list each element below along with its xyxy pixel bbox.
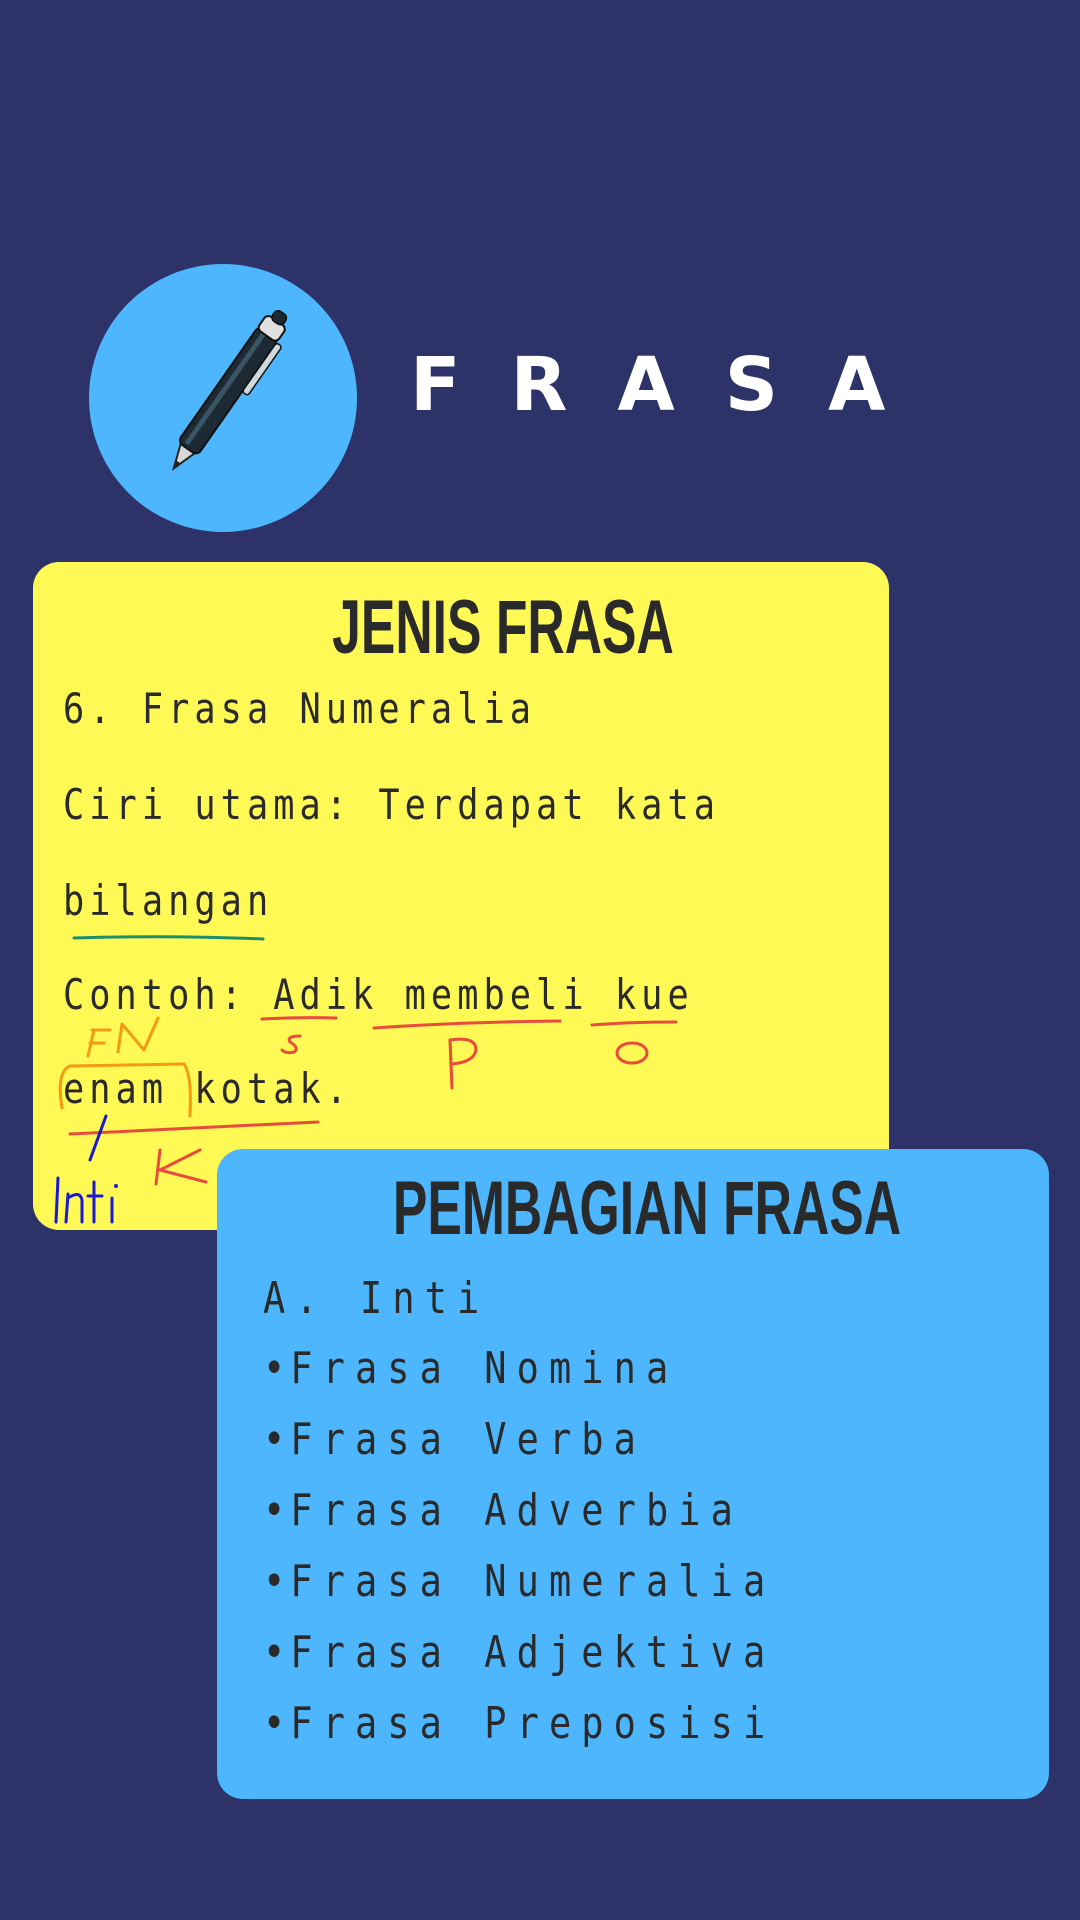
pembagian-frasa-card — [217, 1149, 1049, 1799]
list-item-label: Frasa Numeralia — [290, 1556, 776, 1607]
jenis-line-5: enam kotak. — [63, 1064, 353, 1113]
list-item-label: Frasa Verba — [290, 1414, 646, 1465]
list-item — [263, 1414, 646, 1465]
list-item — [263, 1343, 679, 1394]
pembagian-section-label: A. Inti — [263, 1273, 490, 1324]
list-item-label: Frasa Preposisi — [290, 1698, 776, 1749]
bullet-icon: • — [263, 1343, 286, 1394]
jenis-frasa-heading: JENIS FRASA — [332, 585, 674, 670]
page-title: FRASA — [410, 342, 936, 428]
bullet-icon: • — [263, 1414, 286, 1465]
bullet-icon: • — [263, 1485, 286, 1536]
list-item — [263, 1627, 776, 1678]
jenis-line-2: Ciri utama: Terdapat kata — [63, 780, 721, 829]
list-item-label: Frasa Adjektiva — [290, 1627, 776, 1678]
pen-icon-circle — [89, 264, 357, 532]
bullet-icon: • — [263, 1627, 286, 1678]
bullet-icon: • — [263, 1556, 286, 1607]
bullet-icon: • — [263, 1698, 286, 1749]
list-item — [263, 1698, 776, 1749]
pen-icon — [89, 264, 357, 532]
jenis-line-4: Contoh: Adik membeli kue — [63, 970, 694, 1019]
list-item — [263, 1485, 743, 1536]
jenis-line-3: bilangan — [63, 876, 274, 925]
jenis-line-1: 6. Frasa Numeralia — [63, 684, 537, 733]
jenis-frasa-card — [33, 562, 889, 1230]
list-item — [263, 1556, 776, 1607]
pembagian-frasa-heading: PEMBAGIAN FRASA — [392, 1166, 902, 1251]
list-item-label: Frasa Adverbia — [290, 1485, 743, 1536]
list-item-label: Frasa Nomina — [290, 1343, 679, 1394]
